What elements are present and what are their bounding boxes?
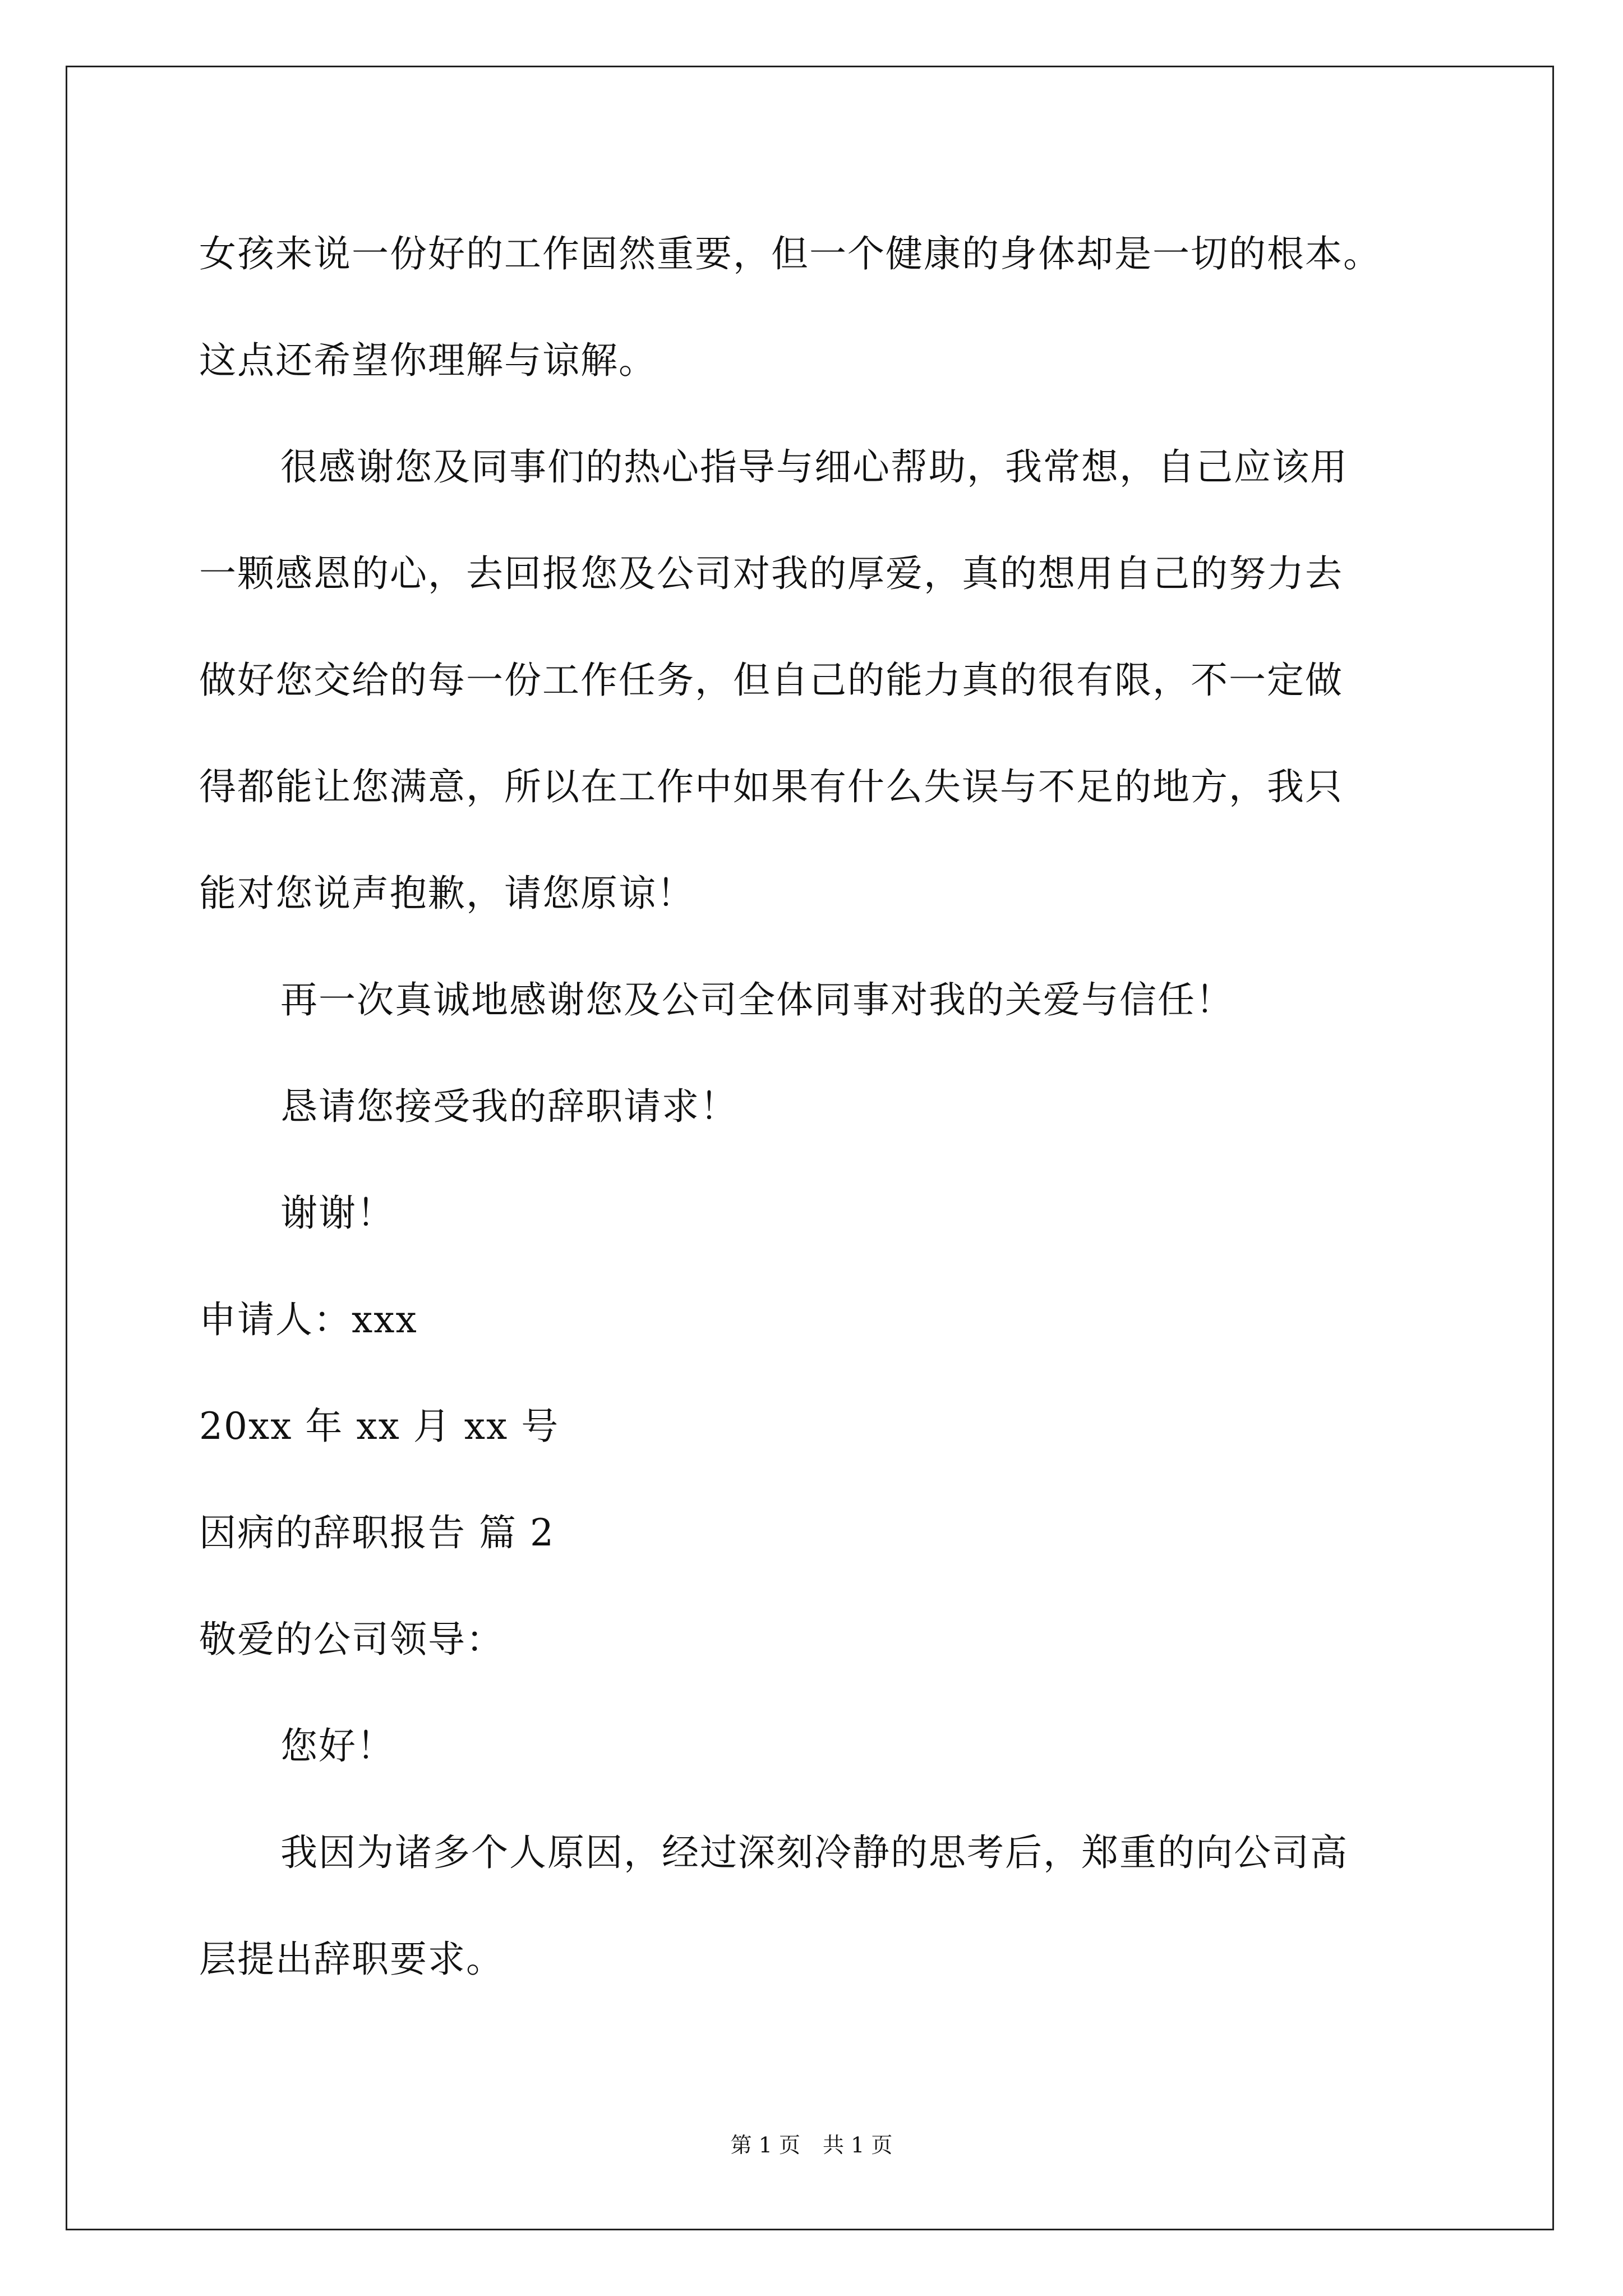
body-line-2: 这点还希望你理解与谅解。	[199, 339, 657, 382]
page-border	[66, 66, 1554, 2230]
body-line-8: 再一次真诚地感谢您及公司全体同事对我的关爱与信任！	[280, 978, 1234, 1022]
body-line-17: 层提出辞职要求。	[199, 1938, 504, 1981]
body-line-9: 恳请您接受我的辞职请求！	[280, 1085, 738, 1128]
body-line-7: 能对您说声抱歉，请您原谅！	[199, 872, 695, 915]
body-line-5: 做好您交给的每一份工作任务，但自己的能力真的很有限，不一定做	[199, 659, 1343, 702]
body-line-4: 一颗感恩的心，去回报您及公司对我的厚爱，真的想用自己的努力去	[199, 552, 1343, 595]
body-line-6: 得都能让您满意，所以在工作中如果有什么失误与不足的地方，我只	[199, 765, 1343, 808]
body-line-10: 谢谢！	[280, 1191, 395, 1235]
body-line-3: 很感谢您及同事们的热心指导与细心帮助，我常想，自己应该用	[280, 445, 1348, 489]
page-footer	[0, 2132, 1623, 2159]
section-title: 因病的辞职报告 篇 2	[199, 1511, 555, 1554]
body-line-16: 我因为诸多个人原因，经过深刻冷静的思考后，郑重的向公司高	[280, 1831, 1348, 1874]
applicant-line: 申请人：xxx	[199, 1298, 418, 1341]
page-number-current: 第 1 页	[730, 2133, 800, 2157]
date-line: 20xx 年 xx 月 xx 号	[199, 1405, 560, 1448]
body-line-1: 女孩来说一份好的工作固然重要，但一个健康的身体却是一切的根本。	[199, 232, 1381, 275]
greeting: 您好！	[280, 1724, 395, 1768]
salutation: 敬爱的公司领导：	[199, 1618, 504, 1661]
page-number-total: 共 1 页	[823, 2133, 893, 2157]
